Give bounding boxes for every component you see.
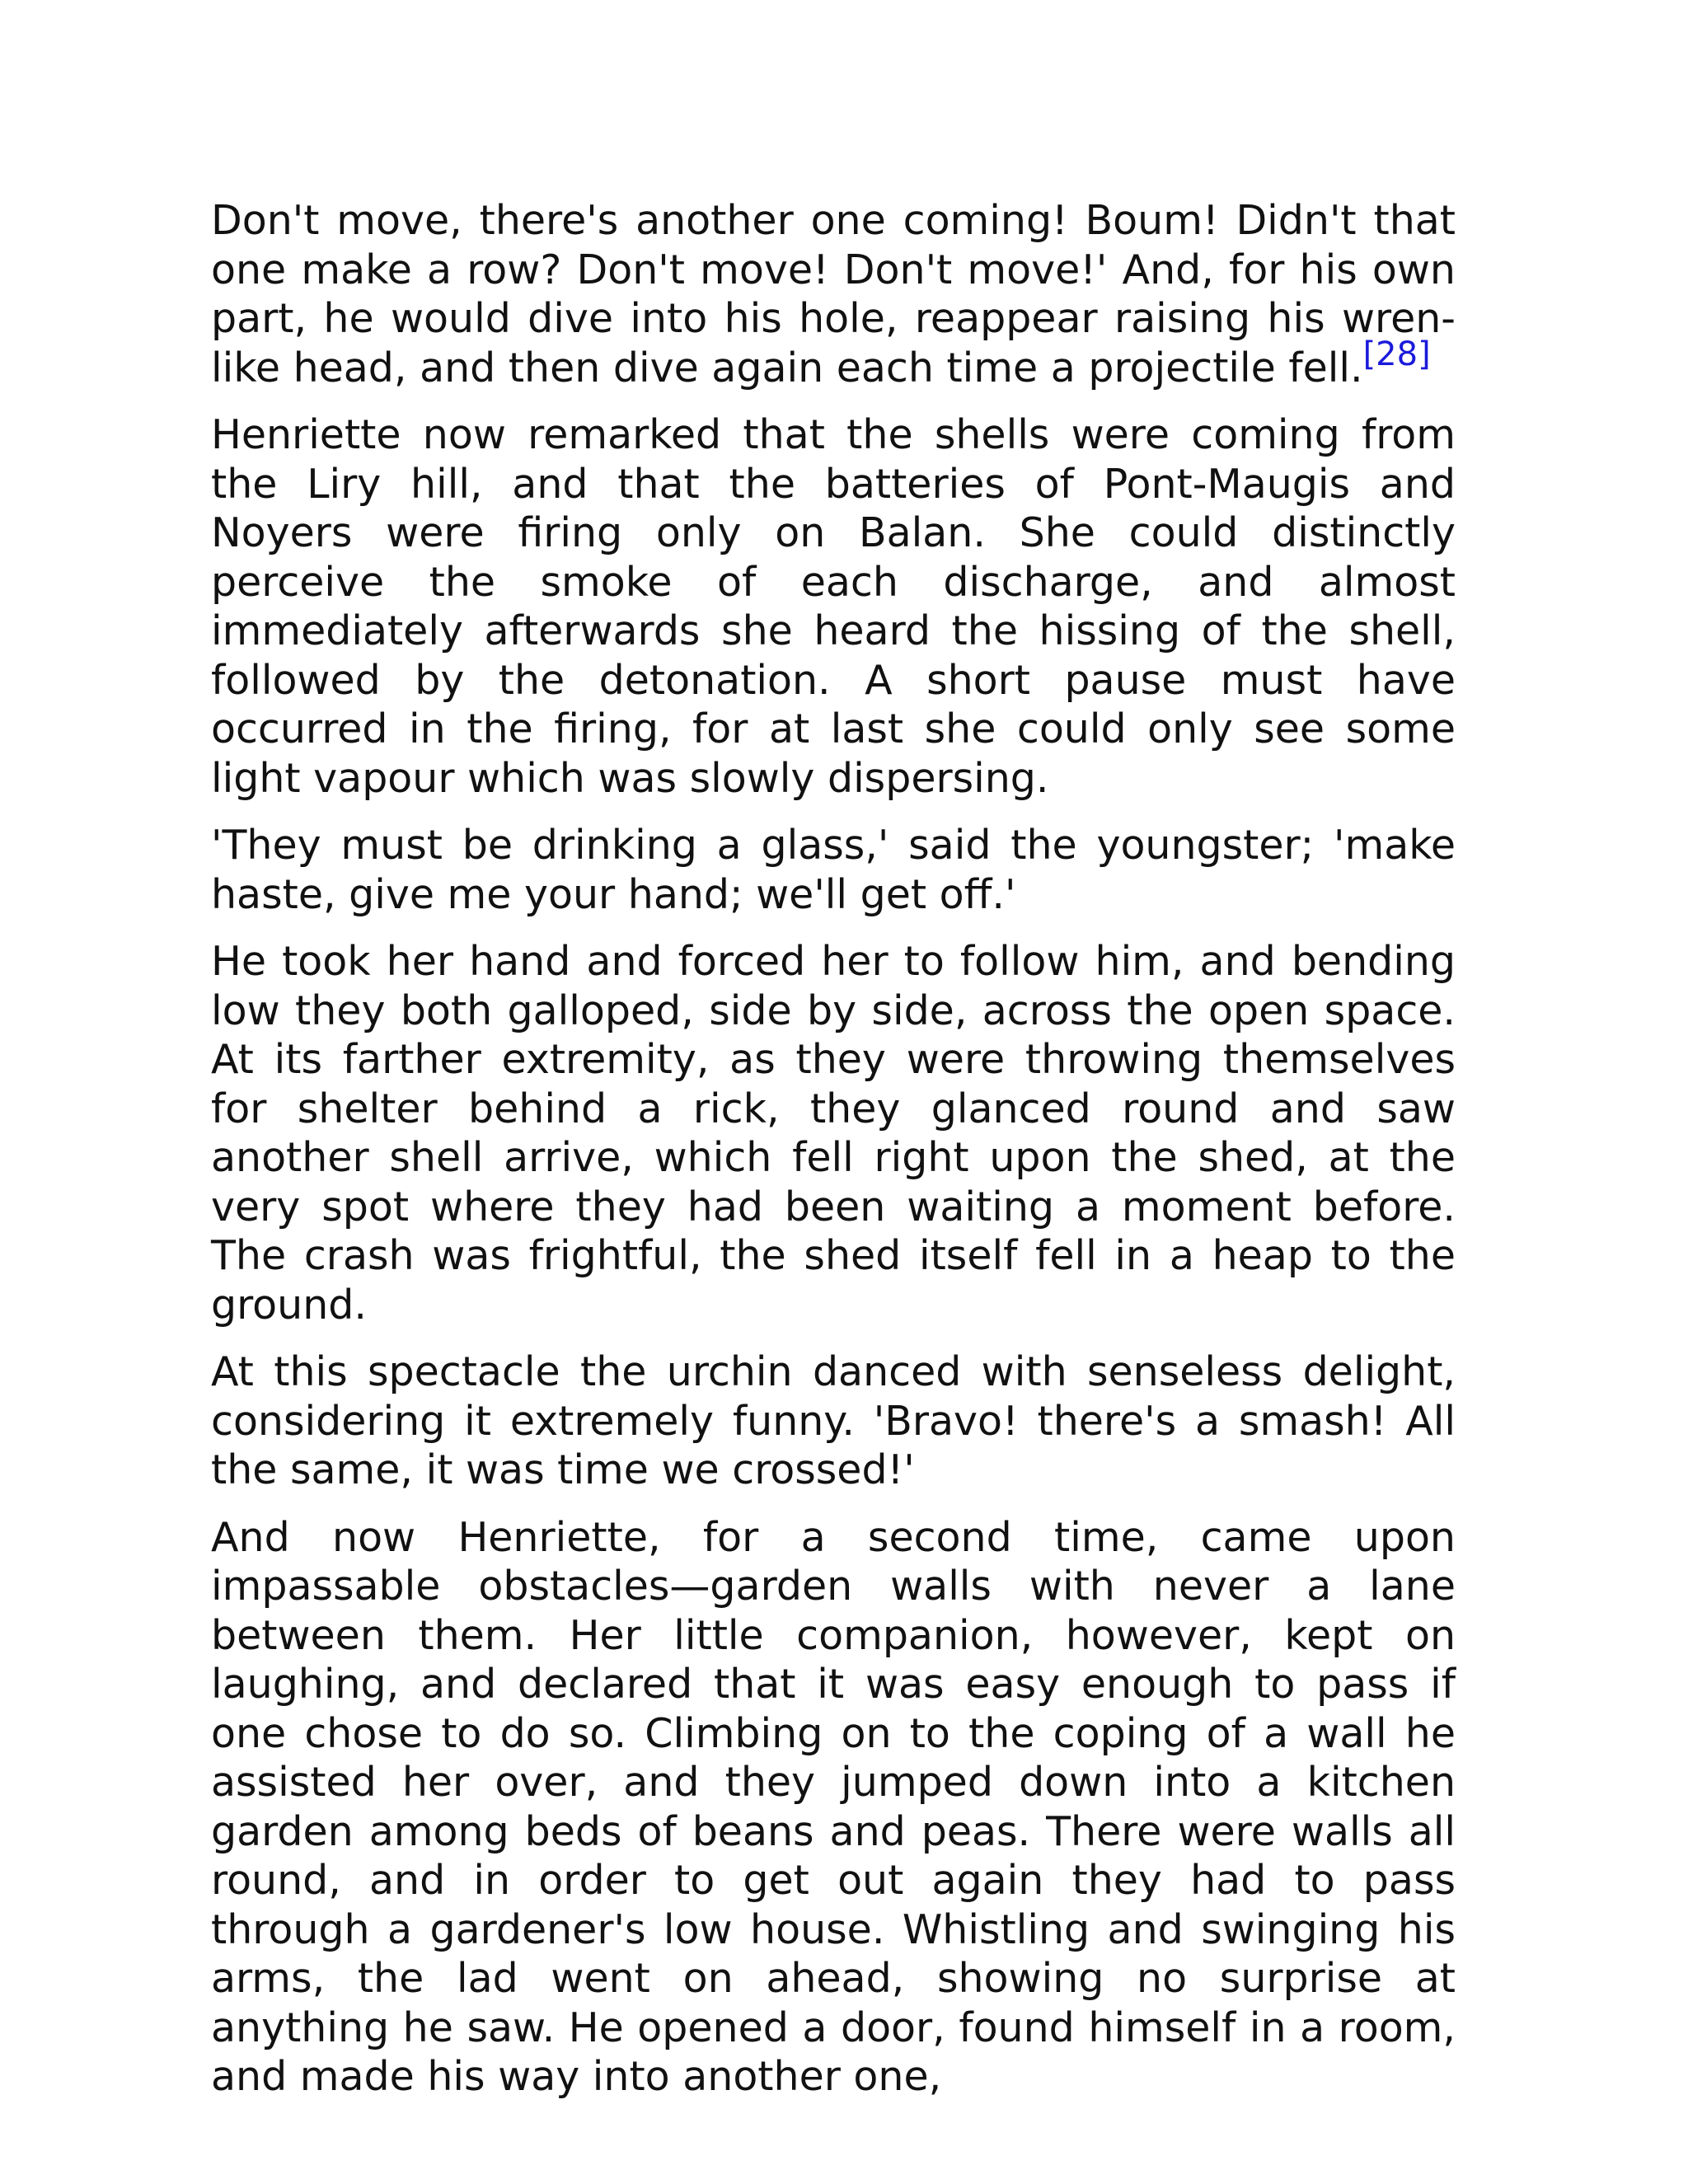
paragraph [211, 196, 1456, 392]
paragraph: And now Henriette, for a second time, came upon impassable obstacles—garden walls with never a lane between them. Her little companion, however, kept on laughing, and declared that it was easy enough to pass if one chose to do so. Climbing on to the coping of a wall he assisted her over, and they jumped down into a kitchen garden among beds of beans and peas. There were walls all round, and in order to get out again they had to pass through a gardener's low house. Whistling and swinging his arms, the lad went on ahead, showing no surprise at anything he saw. He opened a door, found himself in a room, and made his way into another one, [211, 1513, 1456, 2100]
page-body [211, 196, 1456, 2120]
paragraph: At this spectacle the urchin danced with senseless delight, considering it extremely funny. 'Bravo! there's a smash! All the same, it was time we crossed!' [211, 1348, 1456, 1493]
footnote-link[interactable]: [28] [1362, 335, 1431, 373]
paragraph-text: Don't move, there's another one coming! Boum! Didn't that one make a row? Don't move! Don't move!' And, for his own part, he would dive into his hole, reappear raising his wren-like head, and then dive again each time a projectile fell. [211, 197, 1456, 391]
paragraph: Henriette now remarked that the shells were coming from the Liry hill, and that the batteries of Pont-Maugis and Noyers were firing only on Balan. She could distinctly perceive the smoke of each discharge, and almost immediately afterwards she heard the hissing of the shell, followed by the detonation. A short pause must have occurred in the firing, for at last she could only see some light vapour which was slowly dispersing. [211, 411, 1456, 802]
paragraph: He took her hand and forced her to follow him, and bending low they both galloped, side by side, across the open space. At its farther extremity, as they were throwing themselves for shelter behind a rick, they glanced round and saw another shell arrive, which fell right upon the shed, at the very spot where they had been waiting a moment before. The crash was frightful, the shed itself fell in a heap to the ground. [211, 938, 1456, 1329]
paragraph: 'They must be drinking a glass,' said the youngster; 'make haste, give me your hand; we'll get off.' [211, 822, 1456, 918]
